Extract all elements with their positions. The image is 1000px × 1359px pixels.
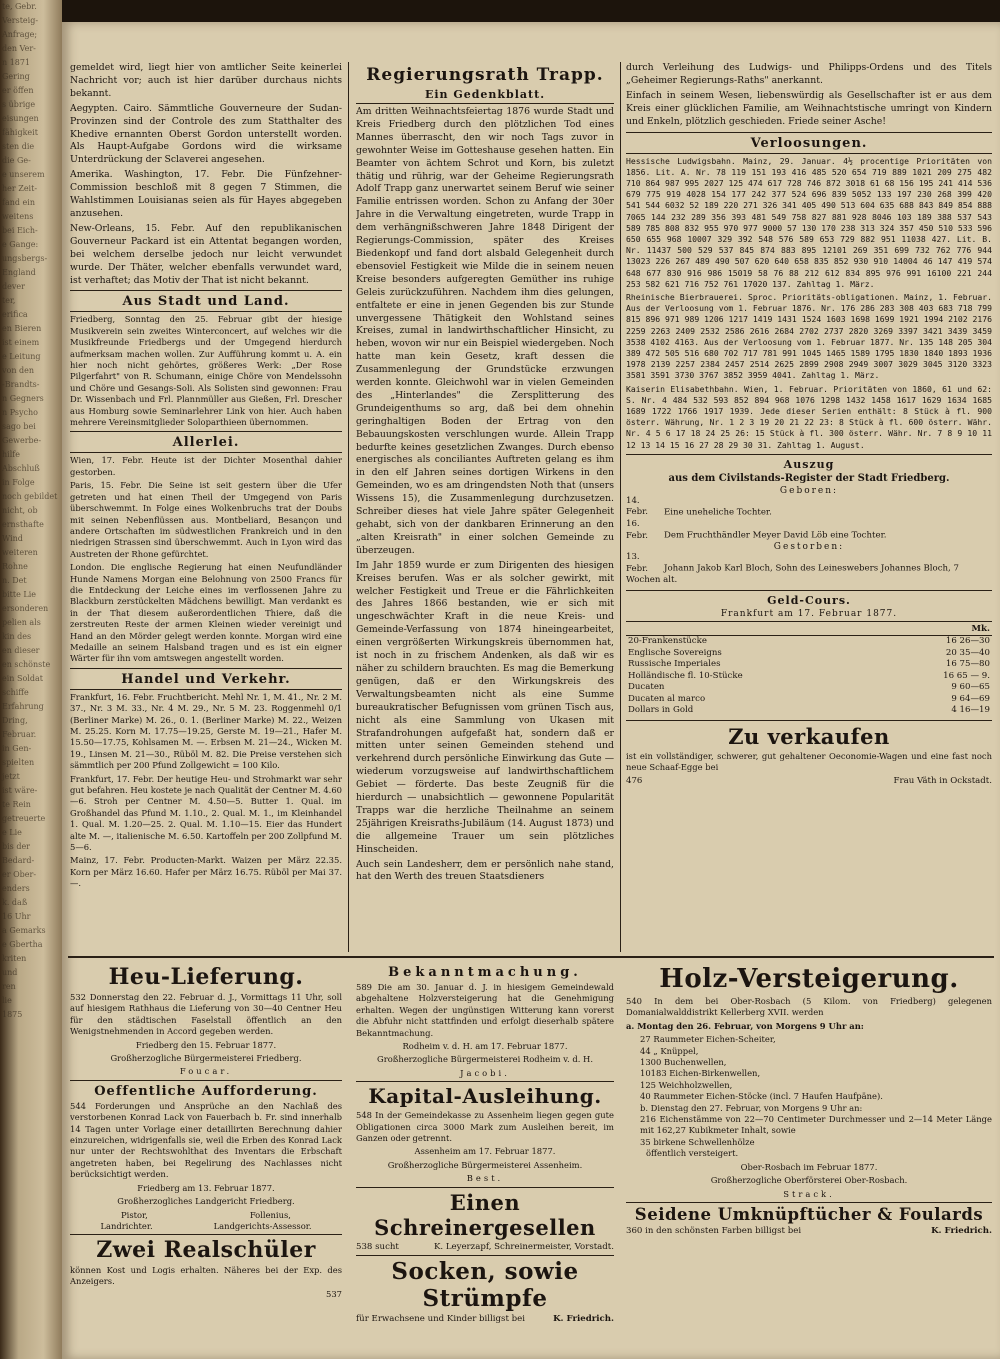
gutter-text-fragment: Versteig- [2, 16, 39, 25]
wood-ad-signature: Strack. [783, 1188, 835, 1199]
news-paragraph: Aegypten. Cairo. Sämmtliche Gouverneure der Sudan-Provinzen sind der Controle des zum Statthalter des Khedive ernannten Oberst Gordon unterstellt worden. Als Haupt-Aufgabe Gordons wird die wirksame Unterdrückung der Sclaverei angesehen. [70, 102, 342, 166]
rule [626, 454, 992, 455]
silk-ad-text: 360 in den schönsten Farben billigst bei [626, 1225, 802, 1236]
gutter-text-fragment: getreuerte [2, 814, 46, 823]
gutter-text-fragment: a Gemarks [2, 926, 46, 935]
wood-ad-day-a: a. Montag den 26. Februar, von Morgens 9 Uhr an: [626, 1020, 864, 1031]
rule [70, 689, 342, 690]
rule [70, 668, 342, 669]
capital-ad-authority: Großherzogliche Bürgermeisterei Assenheim. [387, 1159, 583, 1170]
rule [70, 311, 342, 312]
hay-ad-text: 532 Donnerstag den 22. Februar d. J., Vormittags 11 Uhr, soll auf hiesigem Rathhaus die Lieferung von 30—40 Centner Heu für den städtischen Faselstall öffentlich an den Wenigstnehmenden in Accord gegeben werden. [70, 992, 342, 1037]
rate-coin: Dollars in Gold [628, 705, 694, 716]
capital-ad-place: Assenheim am 17. Februar 1877. [414, 1146, 556, 1157]
gutter-text-fragment: nicht, ob [2, 506, 38, 515]
rule [626, 153, 992, 154]
gutter-text-fragment: k. daß [2, 898, 28, 907]
ads-left [70, 962, 342, 1352]
register-date: 16. Febr. [626, 519, 648, 541]
gutter-text-fragment: her Zeit- [2, 184, 38, 193]
register-date: 14. Febr. [626, 495, 648, 518]
lottery-paragraph: Rheinische Bierbrauerei. Sproc. Prioritäts-obligationen. Mainz, 1. Februar. Aus der Verloosung vom 1. Februar 1876. Nr. 176 286 283 308 403 683 718 799 815 896 971 989 1206 1217 1419 1431 1524 1603 1698 1699 1921 1994 2102 2176 2259 2263 2409 2532 2586 2616 2684 2702 2737 2820 3269 3397 3421 3439 3459 3538 4102 4163. Aus der Verloosung vom 1. Februar 1877. Nr. 135 148 205 304 389 472 505 516 680 702 717 781 991 1045 1465 1589 1795 1830 1840 1893 1936 1978 2139 2257 2384 2457 2514 2625 2899 2908 2949 3007 3029 3045 3120 3323 3581 3591 3730 3767 3852 3959 4041. Zahltag 1. März. [626, 291, 992, 381]
gutter-text-fragment: -Brandts- [2, 380, 40, 389]
rate-value: 16 65 — 9. [943, 670, 990, 681]
heading-local-news: Aus Stadt und Land. [122, 294, 290, 310]
gutter-text-fragment: spielten [2, 758, 35, 767]
sale-ad-number: 476 [626, 775, 643, 786]
wood-ad-item: 27 Raummeter Eichen-Scheiter, [640, 1034, 776, 1045]
trade-paragraph: Mainz, 17. Febr. Producten-Markt. Waizen per März 22.35. Korn per März 16.60. Hafer per März 16.75. Rüböl per Mai 37.—. [70, 855, 342, 889]
trade-paragraph: Frankfurt, 16. Febr. Fruchtbericht. Mehl Nr. 1, M. 41., Nr. 2 M. 37., Nr. 3 M. 33., Nr. 4 M. 29., Nr. 5 M. 23. Roggenmehl 0/1 (Berliner Marke) M. 26., 0. 1. (Berliner Marke) M. 22., Weizen M. 25.25. Korn M. 17.75—19.25, Gerste M. 19—21., Hafer M. 15.50—17.75, Kohlsamen M. —. Erbsen M. 21—24., Wicken M. 19., Linsen M. 21—30., Rüböl M. 82. Die Preise verstehen sich sämmtlich per 200 Pfund Zollgewicht = 100 Kilo. [70, 691, 342, 771]
column-news [70, 62, 342, 954]
gutter-text-fragment: Gewerbe- [2, 436, 42, 445]
gutter-text-fragment: bei Eich- [2, 226, 38, 235]
trade-paragraph: Frankfurt, 17. Febr. Der heutige Heu- und Strohmarkt war sehr gut befahren. Heu kostete je nach Qualität der Centner M. 4.60—6. Stroh per Centner M. 4.50—5. Butter 1. Qual. im Großhandel das Pfund M. 1.10., 2. Qual. M. 1., im Kleinhandel 1. Qual. M. 1.20—25. 2. Qual. M. 1.10—15. Eier das Hundert alte M. —, italienische M. 6.50. Kartoffeln per 200 Zollpfund M. 5—6. [70, 773, 342, 853]
rate-value: 4 16—19 [951, 705, 990, 716]
gutter-text-fragment: ersonderen [2, 604, 49, 613]
gutter-text-fragment: fähigkeit [2, 128, 38, 137]
socks-ad-text: für Erwachsene und Kinder billigst bei [356, 1313, 525, 1324]
gutter-text-fragment: ein Soldat [2, 674, 43, 683]
gutter-text-fragment: te, Gebr. [2, 2, 37, 11]
column-rule [348, 62, 349, 952]
gutter-text-fragment: erifica [2, 310, 28, 319]
rate-coin: Ducaten al marco [628, 693, 706, 704]
wood-ad-place: Ober-Rosbach im Februar 1877. [740, 1161, 878, 1172]
gutter-text-fragment: er Ober- [2, 870, 37, 879]
gutter-text-fragment: te Rein [2, 800, 31, 809]
rate-value: 20 35—40 [945, 647, 990, 658]
call-ad-text: 544 Forderungen und Ansprüche an den Nachlaß des verstorbenen Konrad Lack von Fauerbach b. Fr. sind innerhalb 14 Tagen unter Vorlage einer detaillirten Berechnung dahier einzureichen, widrigenfalls sie, weil die Erben des Konrad Lack nur unter der Rechtswohlthat des Inventars die Erbschaft angetreten haben, bei Regelirung des Nachlasses nicht berücksichtigt werden. [70, 1100, 342, 1180]
gutter-text-fragment: en dieser [2, 646, 40, 655]
gutter-text-fragment: ernsthafte [2, 520, 44, 529]
silk-ad-signature: K. Friedrich. [931, 1225, 992, 1236]
hay-ad-signature: Foucar. [179, 1066, 233, 1077]
sale-ad-title: Zu verkaufen [728, 723, 890, 749]
capital-ad-title: Kapital-Ausleihung. [368, 1084, 602, 1109]
wood-ad-authority: Großherzogliche Oberförsterei Ober-Rosbach. [710, 1175, 908, 1186]
rule [70, 1234, 342, 1235]
born-label: Geboren: [779, 485, 839, 496]
rule [626, 621, 992, 622]
gutter-text-fragment: in Gen- [2, 744, 32, 753]
wood-ad-item: 216 Eichenstämme von 22—70 Centimeter Durchmesser und 2—14 Meter Länge mit 162,27 Kubikmeter Inhalt, sowie [640, 1114, 992, 1136]
call-ad-title-1: Landrichter. [100, 1220, 153, 1231]
gutter-text-fragment: sten die [2, 142, 35, 151]
gutter-text-fragment: den Ver- [2, 44, 36, 53]
gutter-text-fragment: 1875 [2, 1010, 23, 1019]
joiner-ad-signature: K. Leyerzapf, Schreinermeister, Vorstadt. [433, 1241, 614, 1252]
call-ad-title-2: Landgerichts-Assessor. [213, 1220, 312, 1231]
notice-ad-signature: Jacobi. [460, 1067, 510, 1078]
call-ad-signer-2: Follenius, [249, 1209, 291, 1220]
gutter-text-fragment: dever [2, 282, 25, 291]
misc-paragraph: Paris, 15. Febr. Die Seine ist seit gestern über die Ufer getreten und hat einen Theil der Umgegend von Paris überschwemmt. In Folge eines Wolkenbruchs trat der Doubs mit seinen Nebenflüssen aus. Montbeliard, Besançon und andere Ortschaften im südwestlichen Frankreich und in den niedrigen Strassen sind überschwemmt. Auch in Lyon wird das Austreten der Rhone gefürchtet. [70, 480, 342, 559]
obituary-end-paragraph: durch Verleihung des Ludwigs- und Philipps-Ordens und des Titels „Geheimer Regierungs-Raths" anerkannt. [626, 62, 992, 86]
notice-ad-title: Bekanntmachung. [388, 965, 582, 980]
rate-coin: Ducaten [628, 682, 665, 693]
gutter-text-fragment: bis der [2, 842, 31, 851]
gutter-text-fragment: e Gbertha [2, 940, 43, 949]
exchange-subheading: Frankfurt am 17. Februar 1877. [720, 608, 898, 619]
sale-ad-text: ist ein vollständiger, schwerer, gut gehaltener Oeconomie-Wagen und eine fast noch neue Schaaf-Egge bei [626, 750, 992, 773]
rate-row [626, 659, 992, 671]
rate-row [626, 694, 992, 706]
misc-paragraph: Wien, 17. Febr. Heute ist der Dichter Mosenthal dahier gestorben. [70, 455, 342, 477]
rate-coin: 20-Frankenstücke [628, 636, 707, 647]
news-paragraph: gemeldet wird, liegt hier von amtlicher Seite keinerlei Nachricht vor; auch ist hier darüber durchaus nichts bekannt. [70, 62, 342, 99]
gutter-text-fragment: lie [2, 996, 12, 1005]
gutter-text-fragment: er öffen [2, 86, 34, 95]
gutter-text-fragment: hilfe [2, 450, 20, 459]
pupils-ad-text: können Kost und Logis erhalten. Näheres bei der Exp. des Anzeigers. [70, 1264, 342, 1286]
column-obituary [356, 62, 614, 954]
gutter-text-fragment: n. Det [2, 576, 27, 585]
gutter-text-fragment: e Lie [2, 828, 22, 837]
gutter-text-fragment: n Psycho [2, 408, 38, 417]
lottery-paragraph: Kaiserin Elisabethbahn. Wien, 1. Februar. Prioritäten von 1860, 61 und 62: S. Nr. 4 484 532 593 852 894 968 1076 1298 1432 1458 1617 1629 1634 1685 1689 1722 1766 1917 1939. Jede dieser Serien enthält: 8 Stück à fl. 900 österr. Währung, Nr. 1 2 3 19 20 21 22 23: 8 Stück à fl. 600 österr. Währ. Nr. 4 5 6 17 18 24 25 26: 15 Stück à fl. 300 österr. Währ. Nr. 7 8 9 10 11 12 13 14 15 16 27 28 29 30 31. Zahltag 1. August. [626, 383, 992, 450]
gutter-text-fragment: und [2, 968, 18, 977]
article-title: Regierungsrath Trapp. [366, 65, 604, 85]
pupils-ad-title: Zwei Realschüler [96, 1236, 316, 1263]
silk-ad-title: Seidene Umknüpftücher & Foulards [634, 1204, 984, 1224]
gutter-text-fragment: bitte Lie [2, 590, 36, 599]
heading-lotteries: Verloosungen. [750, 135, 868, 151]
rule [70, 1080, 342, 1081]
socks-ad-title: Socken, sowie Strümpfe [391, 1257, 579, 1312]
misc-paragraph: London. Die englische Regierung hat einen Neufundländer Hunde Namens Morgan eine Belohnung von 2500 Francs für die Entdeckung der Leiche eines im verflossenen Jahre zu Blackburn zerstückelten Mädchens bewilligt. Man verdankt es in der That diesem außerordentlichen Thiere, daß die zerstreuten Reste der armen Kleinen wieder vereinigt und Hand an den Mörder gelegt werden konnte. Morgan wird eine Medaille an seinem Halsband tragen und es ist ein eigner Wärter für ihn vom amtswegen angestellt worden. [70, 562, 342, 664]
gutter-text-fragment: ter, [2, 296, 16, 305]
exchange-rates-table [626, 624, 992, 717]
rate-coin: Holländische fl. 10-Stücke [628, 670, 743, 681]
gutter-text-fragment: jetzt [2, 772, 20, 781]
register-text: Dem Fruchthändler Meyer David Löb eine Tochter. [664, 530, 887, 541]
rule [626, 132, 992, 133]
joiner-ad-title: Einen Schreinergesellen [374, 1189, 596, 1240]
rate-value: 16 75—80 [945, 659, 990, 670]
sale-ad-signature: Frau Väth in Ockstadt. [893, 775, 992, 786]
wood-ad-item: 44 „ Knüppel, [640, 1045, 699, 1056]
column-rule [620, 62, 621, 952]
rate-coin: Russische Imperiales [628, 659, 721, 670]
rule [356, 1081, 614, 1082]
gutter-text-fragment: England [2, 268, 36, 277]
wood-ad-tail: öffentlich versteigert. [646, 1148, 739, 1159]
rate-value: 9 64—69 [951, 693, 990, 704]
gutter-text-fragment: enders [2, 884, 30, 893]
wood-ad-item: 125 Weichholzwellen, [640, 1079, 733, 1090]
register-date: 13. Febr. [626, 552, 648, 574]
notice-ad-text: 589 Die am 30. Januar d. J. in hiesigem Gemeindewald abgehaltene Holzversteigerung hat die Genehmigung erhalten. Wegen der ungünstigen Witterung kann vorerst die Abfuhr nicht stattfinden und erfolgt dieserhalb spätere Bekanntmachung. [356, 982, 614, 1038]
gutter-text-fragment: schiffe [2, 688, 29, 697]
gutter-text-fragment: kriten [2, 954, 27, 963]
gutter-text-fragment: die Ge- [2, 156, 31, 165]
call-ad-title: Oeffentliche Aufforderung. [94, 1083, 318, 1099]
wood-ad-item: 10183 Eichen-Birkenwellen, [640, 1068, 761, 1079]
rule [356, 103, 614, 104]
gutter-text-fragment: Abschluß [2, 464, 40, 473]
rate-value: 16 26—30 [945, 636, 990, 647]
register-entry [626, 519, 992, 542]
wood-ad-item: 35 birkene Schwellenhölze [640, 1136, 755, 1147]
gutter-text-fragment: weitens [2, 212, 34, 221]
wood-ad-title: Holz-Versteigerung. [659, 964, 959, 994]
rule [356, 1187, 614, 1188]
joiner-ad-number: 538 [356, 1241, 373, 1252]
register-text: Johann Jakob Karl Bloch, Sohn des Leineswebers Johannes Bloch, 7 Wochen alt. [626, 563, 959, 586]
heading-miscellany: Allerlei. [172, 435, 240, 451]
call-ad-authority: Großherzogliches Landgericht Friedberg. [117, 1196, 295, 1207]
gutter-text-fragment: weiteren [2, 548, 38, 557]
rule [356, 1255, 614, 1256]
previous-page-edge [0, 0, 62, 1359]
gutter-text-fragment: ist einem [2, 338, 40, 347]
gutter-text-fragment: Dring, [2, 716, 28, 725]
call-ad-place: Friedberg am 13. Februar 1877. [137, 1182, 275, 1193]
article-subtitle: Ein Gedenkblatt. [424, 88, 546, 101]
obituary-end-paragraph: Einfach in seinem Wesen, liebenswürdig als Gesellschafter ist er aus dem Kreis einer glücklichen Familie, am Weihnachtstische umringt von Kindern und Enkeln, plötzlich geschieden. Friede seiner Asche! [626, 89, 992, 127]
obituary-paragraph: Im Jahr 1859 wurde er zum Dirigenten des hiesigen Kreises berufen. Was er als solcher gewirkt, mit welcher Festigkeit und Treue er die Fährlichkeiten des Jahres 1866 bestanden, wie er sich mit ungeschwächter Kraft in die neue Kreis- und Gemeinde-Verfassung von 1874 hineingearbeitet, einen vergrößerten Wirkungskreis übernommen hat, ist noch in zu frischem Andenken, als daß wir es näher zu schildern brauchten. Es mag die Bemerkung genügen, daß er den Wirkungskreis des Verwaltungsbeamten nicht als eine Summe bureaukratischer Befugnissen vom grünen Tisch aus, nicht als eine Sammlung von Ukasen mit Strafandrohungen aufgefaßt hat, sondern daß er mitten unter seinen Gemeinden stehend und verkehrend durch persönliche Einwirkung das Gute — wiederum vorzugsweise auf landwirthschaftlichem Gebiet — förderte. Das beste Zeugniß für die hierdurch — unabsichtlich — gewonnene Popularität Trapps war die herzliche Theilnahme an seinem 25jährigen Kreisraths-Jubiläum (14. August 1873) und die allgemeine Trauer um sein plötzliches Hinscheiden. [356, 559, 614, 855]
ads-right [626, 962, 992, 1352]
gutter-text-fragment: Rohne [2, 562, 28, 571]
capital-ad-text: 548 In der Gemeindekasse zu Assenheim liegen gegen gute Obligationen circa 3000 Mark zum Ausleihen bereit, im Ganzen oder getrennt. [356, 1110, 614, 1144]
gutter-text-fragment: 16 Uhr [2, 912, 31, 921]
gutter-text-fragment: en Bieren [2, 324, 42, 333]
notice-ad-authority: Großherzogliche Bürgermeisterei Rodheim v. d. H. [377, 1054, 593, 1065]
rule [626, 720, 992, 721]
gutter-text-fragment: s übrige [2, 100, 36, 109]
rule [626, 1202, 992, 1203]
gutter-text-fragment: Anfrage; [2, 30, 38, 39]
rate-value: 9 60—65 [951, 682, 990, 693]
socks-ad-signature: K. Friedrich. [553, 1313, 614, 1324]
gutter-text-fragment: kin des [2, 632, 32, 641]
capital-ad-signature: Best. [466, 1173, 504, 1184]
gutter-text-fragment: e Gange: [2, 240, 39, 249]
rate-row [626, 636, 992, 648]
gutter-text-fragment: Erfahrung [2, 702, 44, 711]
gutter-text-fragment: n Gegners [2, 394, 44, 403]
extract-subheading: aus dem Civilstands-Register der Stadt Friedberg. [668, 472, 950, 484]
local-news-paragraph: Friedberg, Sonntag den 25. Februar gibt der hiesige Musikverein sein zweites Winterconcert, auf welches wir die Musikfreunde Friedbergs und der Umgegend hierdurch aufmerksam machen wollen. Zur Aufführung kommt u. A. ein hier noch nicht gehörtes, größeres Werk: „Der Rose Pilgerfahrt" von R. Schumann, einige Chöre von Mendelssohn und Chöre und Gesangs-Soli. Als Solisten sind gewonnen: Frau Dr. Wissenbach und Frl. Plannmüller aus Gießen, Frl. Drescher aus Homburg sowie Seminarlehrer Link von hier. Auch haben mehrere Vereinsmitglieder Soloparthieen übernommen. [70, 314, 342, 428]
rule [70, 431, 342, 432]
gutter-text-fragment: e Leitung [2, 352, 41, 361]
newspaper-page [62, 22, 1000, 1359]
gutter-text-fragment: Gering [2, 72, 30, 81]
pupils-ad-number: 537 [326, 1289, 342, 1300]
heading-extract: Auszug [783, 457, 835, 471]
gutter-text-fragment: eisungen [2, 114, 39, 123]
gutter-text-fragment: fand ein [2, 198, 35, 207]
notice-ad-place: Rodheim v. d. H. am 17. Februar 1877. [402, 1041, 568, 1052]
wood-ad-item: 1300 Buchenwellen, [640, 1057, 727, 1068]
register-text: Eine uneheliche Tochter. [664, 507, 772, 518]
joiner-ad-text: sucht [375, 1241, 399, 1252]
gutter-text-fragment: Bedard- [2, 856, 35, 865]
gutter-text-fragment: Wind [2, 534, 23, 543]
died-label: Gestorben: [773, 542, 845, 553]
rates-header-blank [626, 624, 882, 636]
call-ad-signer-1: Pistor, [121, 1209, 148, 1220]
news-paragraph: Amerika. Washington, 17. Febr. Die Fünfzehner-Commission beschloß mit 8 gegen 7 Stimmen, die Wahlstimmen Louisianas seien als für Hayes abgegeben anzusehen. [70, 169, 342, 219]
wood-ad-item: 40 Raummeter Eichen-Stöcke (incl. 7 Haufen Haufpäne). [640, 1091, 883, 1102]
rate-row [626, 705, 992, 717]
gutter-text-fragment: n 1871 [2, 58, 31, 67]
hay-ad-title: Heu-Lieferung. [108, 964, 304, 990]
gutter-text-fragment: ren [2, 982, 16, 991]
gutter-text-fragment: von den [2, 366, 35, 375]
gutter-text-fragment: ist wäre- [2, 786, 38, 795]
wood-ad-item: b. Dienstag den 27. Februar, von Morgens 9 Uhr an: [640, 1102, 863, 1113]
rates-header-currency: Mk. [882, 624, 992, 636]
rate-coin: Englische Sovereigns [628, 647, 722, 658]
rate-row [626, 682, 992, 694]
obituary-paragraph: Auch sein Landesherr, dem er persönlich nahe stand, hat den Werth des treuen Staatsdieners [356, 858, 614, 883]
hay-ad-authority: Großherzogliche Bürgermeisterei Friedberg. [110, 1053, 302, 1064]
rule [70, 452, 342, 453]
gutter-text-fragment: Februar. [2, 730, 37, 739]
gutter-text-fragment: sago bei [2, 422, 36, 431]
register-entry [626, 552, 992, 587]
gutter-text-fragment: in Folge [2, 478, 35, 487]
gutter-text-fragment: noch gebildet [2, 492, 58, 501]
rate-row [626, 671, 992, 683]
heading-trade: Handel und Verkehr. [121, 671, 291, 687]
rule [70, 290, 342, 291]
heading-exchange-rates: Geld-Cours. [767, 593, 851, 607]
gutter-text-fragment: en schönste [2, 660, 51, 669]
register-entry [626, 496, 992, 519]
hay-ad-place: Friedberg den 15. Februar 1877. [135, 1039, 277, 1050]
gutter-text-fragment: e unserem [2, 170, 45, 179]
rule [626, 590, 992, 591]
rate-row [626, 648, 992, 660]
lottery-paragraph: Hessische Ludwigsbahn. Mainz, 29. Januar. 4½ procentige Prioritäten von 1856. Lit. A. Nr. 78 119 151 193 416 485 520 654 719 889 1021 209 275 482 710 864 987 995 2027 125 474 617 728 746 872 3018 61 68 156 195 241 414 536 679 775 919 4028 154 177 242 377 524 696 839 5052 133 197 230 268 399 420 541 544 6032 52 189 220 271 326 341 405 490 513 604 635 688 843 849 854 888 7065 144 232 289 356 393 481 549 758 827 881 928 8046 103 189 388 537 543 589 785 808 832 955 970 977 9000 57 130 170 238 313 324 357 450 510 533 596 650 655 968 10007 329 392 548 576 589 653 729 882 951 11038 427. Lit. B. Nr. 11437 500 529 537 845 874 883 895 12101 269 351 699 732 762 776 944 13023 226 267 489 490 507 620 640 658 835 852 930 910 14004 46 147 419 574 648 677 830 916 986 15019 58 76 88 212 612 834 895 976 991 16100 221 244 253 582 621 716 752 761 17020 137. Zahltag 1. März. [626, 155, 992, 289]
news-paragraph: New-Orleans, 15. Febr. Auf den republikanischen Gouverneur Packard ist ein Attentat begangen worden, bei welchem derselbe jedoch nur leicht verwundet wurde. Der Thäter, welcher ebenfalls verwundet ward, ist verhaftet; das Motiv der That ist nicht bekannt. [70, 222, 342, 286]
gutter-text-fragment: ungsbergs- [2, 254, 48, 263]
column-notices [626, 62, 992, 954]
ads-separator [68, 956, 994, 958]
ads-middle [356, 962, 614, 1352]
gutter-text-fragment: pelien als [2, 618, 41, 627]
wood-ad-text: 540 In dem bei Ober-Rosbach (5 Kilom. von Friedberg) gelegenen Domanialwalddistrikt Kellerberg XVII. werden [626, 996, 992, 1018]
obituary-paragraph: Am dritten Weihnachtsfeiertag 1876 wurde Stadt und Kreis Friedberg durch den plötzlichen Tod eines Mannes überrascht, den wir noch Tags zuvor in gewohnter Weise im Gotteshause gesehen hatten. Ein Beamter von ächtem Schrot und Korn, bis zuletzt thätig und rührig, war der Geheime Regierungsrath Adolf Trapp ganz unerwartet seinem Beruf wie seiner Familie entrissen worden. Schon zu Anfang der 30er Jahre in die Verwaltung eingetreten, wurde Trapp in dem verhängnißschweren Jahre 1848 Dirigent der Regierungs-Commission, später des Kreises Biedenkopf und fand dort alsbald Gelegenheit durch ebensoviel Festigkeit wie Milde die in seinem neuen Kreise besonders aufgeregten Gemüther ins ruhige Geleis zurückzuführen. Nachdem ihm dies gelungen, entfaltete er eine in jenen Gegenden bis zur Stunde unvergessene Thätigkeit den Wohlstand seines Kreises, zumal in landwirthschaftlicher Hinsicht, zu heben, wovon wir nur ein Beispiel wiedergeben. Noch hatte man kein Gesetz, kraft dessen die Zusammenlegung der Grundstücke erzwungen werden konnte. Gleichwohl war in vielen Gemeinden des „Hinterlandes" die Zersplitterung des Grundeigenthums so arg, daß bei dem ohnehin geringhaltigen Boden der Ertrag von den Bebauungskosten verschlungen wurde. Allein Trapp bedurfte keines gesetzlichen Zwanges. Durch ebenso energisches als conciliantes Auftreten gelang es ihm in den elf Jahren seines dortigen Wirkens in den Gemeinden, wo es am dringendsten Noth that (unsers Wissens 15), die Zusammenlegung durchzusetzen. Schreiber dieses hat viele Jahre später Gelegenheit gehabt, sich von der dankbaren Erinnerung an den „alten Kreisrath" in einer solchen Gemeinde zu überzeugen. [356, 106, 614, 556]
